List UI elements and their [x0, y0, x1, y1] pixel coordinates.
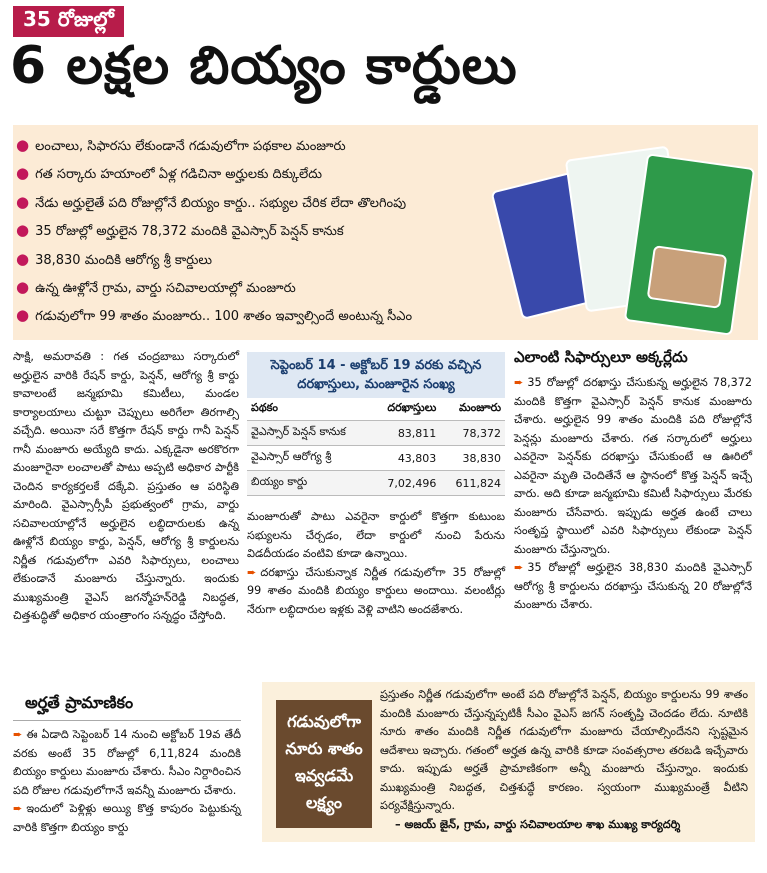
paragraph: మంజూరుతో పాటు ఎవరైనా కార్డులో కొత్తగా కుటుంబ సభ్యులను చేర్చడం, లేదా కార్డులో నుంచి పేరును విడదీయడం వంటివి కూడా ఉన్నాయి.	[247, 510, 505, 560]
highlight-item: ● 38,830 మందికి ఆరోగ్య శ్రీ కార్డులు	[16, 249, 213, 268]
cards-illustration	[505, 140, 755, 340]
highlight-item: ● ఉన్న ఊళ్లోనే గ్రామ, వార్డు సచివాలయాల్లో మంజూరు	[16, 278, 296, 297]
card-photo	[647, 245, 728, 309]
bullet-icon: ●	[16, 221, 30, 240]
card-image-3	[624, 153, 755, 336]
table-cell: 611,824	[440, 471, 505, 496]
quote-signature: – అజయ్ జైన్, గ్రామ, వార్డు సచివాలయాల శాఖ ముఖ్య కార్యదర్శి	[395, 818, 681, 831]
subheading: అర్హతే ప్రామాణికం	[25, 693, 134, 712]
arrow-icon: ➨	[13, 802, 23, 815]
arrow-icon: ➨	[13, 728, 23, 741]
highlight-item: ● నేడు అర్హులైతే పది రోజుల్లోనే బియ్యం కార్డు.. సభ్యుల చేరిక లేదా తొలగింపు	[16, 192, 407, 211]
highlight-item: ● 35 రోజుల్లో అర్హులైన 78,372 మందికి వైఎస్సార్ పెన్షన్ కానుక	[16, 221, 344, 240]
arrow-icon: ➨	[514, 376, 524, 389]
table-header-row	[247, 398, 505, 421]
highlight-item: ● గడువులోగా 99 శాతం మంజూరు.. 100 శాతం ఇవ్వాల్సిందే అంటున్న సీఎం	[16, 306, 413, 325]
divider	[13, 720, 241, 721]
quote-title: గడువులోగా నూరు శాతం ఇవ్వడమే లక్ష్యం	[276, 700, 372, 828]
bullet-icon: ●	[16, 249, 30, 268]
stats-table-box	[247, 352, 505, 504]
bullet-icon: ●	[16, 278, 30, 297]
headline: 6 లక్షల బియ్యం కార్డులు	[10, 36, 518, 96]
highlight-item: ● గత సర్కారు హయాంలో ఏళ్ల గడిచినా అర్హులకు దిక్కులేదు	[16, 164, 322, 183]
article-column-4	[13, 726, 241, 837]
article-column-3	[514, 374, 752, 615]
table-cell: 43,803	[371, 446, 440, 471]
bullet-icon: ●	[16, 136, 30, 154]
table-cell: 83,811	[371, 421, 440, 446]
table-cell: 38,830	[440, 446, 505, 471]
kicker-label: 35 రోజుల్లో	[13, 6, 124, 37]
table-cell: వైఎస్సార్ పెన్షన్ కానుక	[247, 421, 371, 446]
arrow-icon: ➨	[514, 561, 524, 574]
paragraph: ➨ ఇందులో పెళ్లిళ్లు అయ్యి కొత్త కాపురం పెట్టుకున్న వారికి కొత్తగా బియ్యం కార్డు	[13, 802, 241, 834]
article-column-1: సాక్షి, అమరావతి : గత చంద్రబాబు సర్కారులో అర్హులైన వారికి రేషన్ కార్డు, పెన్షన్, ఆరోగ్య శ్రీ కార్డు కావాలంటే జన్మభూమి కమిటీలు, మండల కార్యాలయాలు చుట్టూ చెప్పులు అరిగేలా తిరగాల్సి వచ్చేది. అయినా సరే కొత్తగా రేషన్ కార్డు గానీ పెన్షన్ గానీ మంజూరు అయ్యేది కాదు. ఎక్కడైనా అరకొరగా మంజూరైనా లంచాలతో పాటు అప్పటి అధికార పార్టీకి చెందిన కార్యకర్తలకే దక్కేవి. ప్రస్తుతం ఆ పరిస్థితి మారింది. వైఎస్సార్సీపీ ప్రభుత్వంలో గ్రామ, వార్డు సచివాలయాల్లోనే అర్హులైన లబ్ధిదారులకు ఉన్న ఊళ్లోనే బియ్యం కార్డు, పెన్షన్, ఆరోగ్య శ్రీ కార్డులను నిర్ణీత గడువులోగా ఎవరి సిఫార్సులు, లంచాలు లేకుండానే మంజూరు చేస్తున్నారు. ఇందుకు ముఖ్యమంత్రి వైఎస్ జగన్మోహన్‌రెడ్డి నిబద్ధత, చిత్తశుద్ధితో అధికార యంత్రాంగం సన్నద్ధం చేస్తోంది.	[13, 350, 239, 622]
stats-table	[247, 398, 505, 496]
table-header-cell: పథకం	[247, 398, 371, 421]
table-cell: 7,02,496	[371, 471, 440, 496]
table-cell: 78,372	[440, 421, 505, 446]
subheading: ఎలాంటి సిఫార్సులూ అక్కర్లేదు	[514, 348, 688, 366]
highlights-list	[16, 132, 516, 331]
table-cell: బియ్యం కార్డు	[247, 471, 371, 496]
bullet-icon: ●	[16, 164, 30, 183]
paragraph: ➨ ఈ ఏడాది సెప్టెంబర్ 14 నుంచి అక్టోబర్ 19వ తేదీ వరకు అంటే 35 రోజుల్లో 6,11,824 మందికి బియ్యం కార్డులు మంజూరు చేశారు. సీఎం నిర్దారించిన పది రోజుల గడువులోగానే ఇవన్నీ మంజూరు చేశారు.	[13, 728, 241, 797]
table-row	[247, 446, 505, 471]
bullet-icon: ●	[16, 192, 30, 211]
arrow-icon: ➨	[247, 565, 257, 579]
paragraph: ➨ 35 రోజుల్లో దరఖాస్తు చేసుకున్న అర్హులైన 78,372 మందికి కొత్తగా వైఎస్సార్ పెన్షన్ కానుక మంజూరు చేశారు. అర్హులైన 99 శాతం మందికి పది రోజుల్లోనే పెన్షన్లు మంజూరు చేశారు. గత సర్కారులో అర్హులు ఎవరైనా పెన్షన్‌కు దరఖాస్తు చేసుకుంటే ఆ ఊరిలో ఎవరైనా మృతి చెందితేనే ఆ స్థానంలో కొత్త పెన్షన్ ఇచ్చే వారు. అది కూడా జన్మభూమి కమిటీ సిఫార్సులు మేరకు మంజూరు చేసేవారు. ఇప్పుడు అర్హత ఉంటే చాలు సంతృప్త స్థాయిలో ఎవరి సిఫార్సులు లేకుండా పెన్షన్ మంజూరు చేస్తున్నారు.	[514, 376, 752, 556]
bullet-icon: ●	[16, 306, 30, 325]
quote-text: ప్రస్తుతం నిర్ణీత గడువులోగా అంటే పది రోజుల్లోనే పెన్షన్, బియ్యం కార్డులను 99 శాతం మందికి మంజూరు చేస్తున్నప్పటికీ సీఎం వైఎస్ జగన్ సంతృప్తి చెందడం లేదు. నూటికి నూరు శాతం మందికి నిర్ణీత గడువులోగా మంజూరు చేయాల్సిందేనని స్పష్టమైన ఆదేశాలు ఇచ్చారు. గతంలో అర్హత ఉన్న వారికి కూడా సంవత్సరాల తరబడి ఇచ్చేవారు కాదు. ఇప్పుడు అర్హతే ప్రామాణికంగా అన్నీ మంజూరు చేస్తున్నాం. ఇందుకు ముఖ్యమంత్రి నిబద్ధత, చిత్తశుద్ధే కారణం. స్వయంగా ముఖ్యమంత్రే వీటిని పర్యవేక్షిస్తున్నారు.	[380, 688, 748, 812]
table-row	[247, 421, 505, 446]
highlight-item: ● లంచాలు, సిఫారసు లేకుండానే గడువులోగా పథకాల మంజూరు	[16, 136, 346, 154]
article-column-2	[247, 508, 505, 619]
table-header-cell: దరఖాస్తులు	[371, 398, 440, 421]
table-header-cell: మంజూరు	[440, 398, 505, 421]
paragraph: ➨ 35 రోజుల్లో అర్హులైన 38,830 మందికి వైఎస్సార్ ఆరోగ్య శ్రీ కార్డులను దరఖాస్తు చేసుకున్న 20 రోజుల్లోనే మంజూరు చేశారు.	[514, 561, 752, 611]
stats-table-title: సెప్టెంబర్ 14 - అక్టోబర్ 19 వరకు వచ్చిన దరఖాస్తులు, మంజూరైన సంఖ్య	[247, 352, 505, 398]
table-cell: వైఎస్సార్ ఆరోగ్య శ్రీ	[247, 446, 371, 471]
table-row	[247, 471, 505, 496]
paragraph: ➨ దరఖాస్తు చేసుకున్నాక నిర్ణీత గడువులోగా 35 రోజుల్లో 99 శాతం మందికి బియ్యం కార్డులు అందాయి. వలంటీర్లు నేరుగా లబ్ధిదారుల ఇళ్లకు వెళ్లి వాటిని అందజేశారు.	[247, 565, 505, 616]
